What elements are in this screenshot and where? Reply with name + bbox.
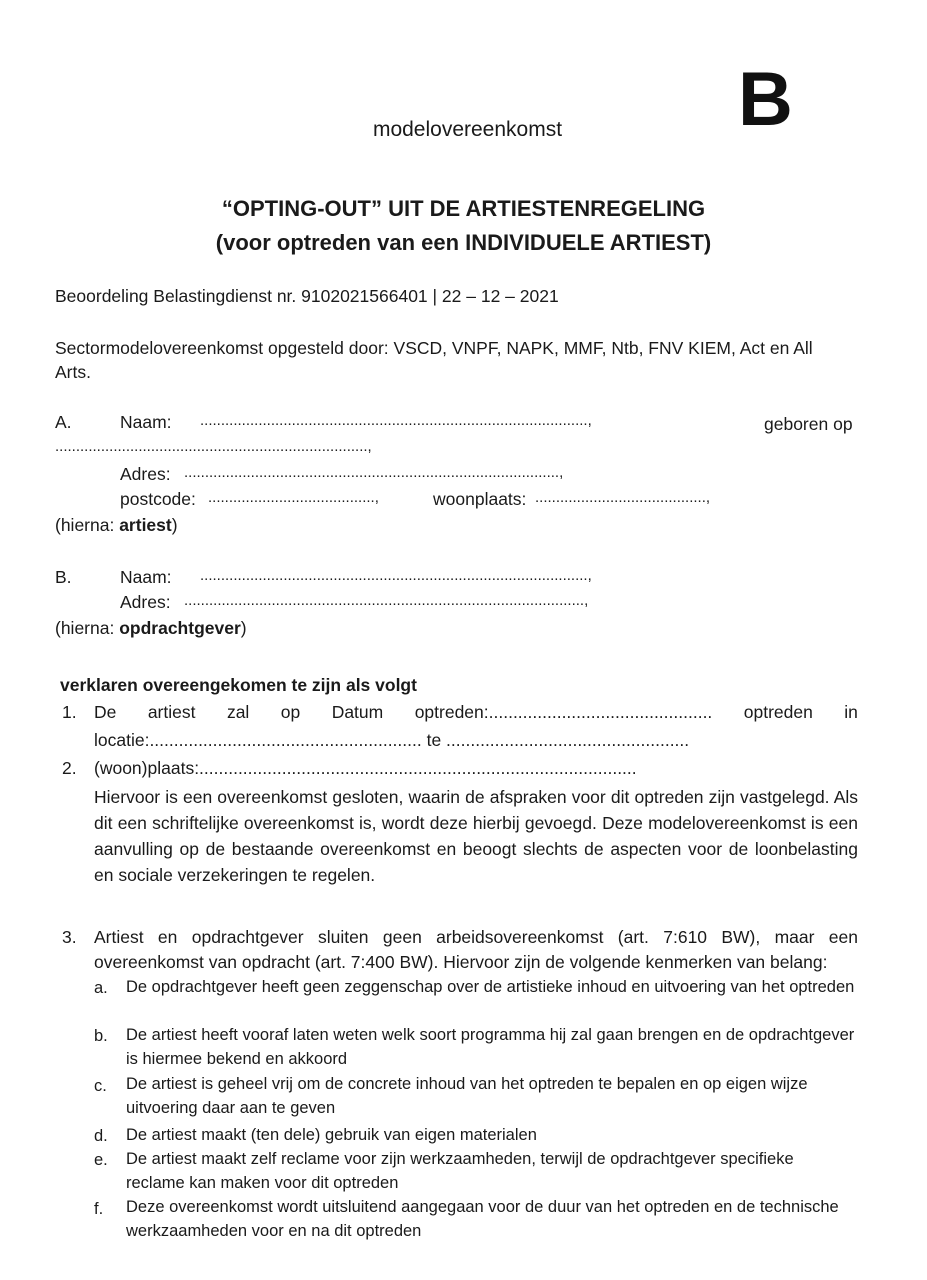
item-1-date-field[interactable]: optreden:.............................................. bbox=[414, 702, 713, 722]
party-a-marker: A. bbox=[55, 412, 72, 432]
party-b-adres-label: Adres: bbox=[120, 592, 171, 612]
party-a-geboren-field[interactable]: ..........................................................................., bbox=[55, 438, 372, 455]
party-a-geboren-label: geboren op bbox=[764, 414, 853, 434]
item-1-word: De bbox=[94, 702, 117, 722]
party-a-hierna bbox=[55, 515, 178, 537]
hierna-prefix: (hierna: bbox=[55, 618, 120, 638]
party-a-adres-label: Adres: bbox=[120, 464, 171, 484]
party-a-naam-label: Naam: bbox=[120, 412, 172, 432]
subitem-d-text: De artiest maakt (ten dele) gebruik van eigen materialen bbox=[126, 1126, 537, 1144]
subitem-c-text: De artiest is geheel vrij om de concrete inhoud van het optreden te bepalen en op eigen wijze uitvoering daar aan te geven bbox=[126, 1075, 808, 1117]
subitem-b-text: De artiest heeft vooraf laten weten welk soort programma hij zal gaan brengen en de opdrachtgever is hiermee bekend en akkoord bbox=[126, 1026, 855, 1068]
party-a-naam-field[interactable]: ............................................................................................., bbox=[200, 412, 592, 429]
party-b-naam-label: Naam: bbox=[120, 567, 172, 587]
subitem-a-text: De opdrachtgever heeft geen zeggenschap over de artistieke inhoud en uitvoering van het optreden bbox=[126, 978, 855, 996]
item-1-word: optreden bbox=[743, 702, 813, 722]
hierna-prefix: (hierna: bbox=[55, 515, 120, 535]
assessment-number: Beoordeling Belastingdienst nr. 9102021566401 | 22 – 12 – 2021 bbox=[55, 286, 559, 306]
sector-line-1: Sectormodelovereenkomst opgesteld door: VSCD, VNPF, NAPK, MMF, Ntb, FNV KIEM, Act en All bbox=[55, 338, 813, 358]
document-title-line-1: “OPTING-OUT” UIT DE ARTIESTENREGELING bbox=[221, 196, 706, 221]
party-a-woonplaats-label: woonplaats: bbox=[433, 489, 527, 509]
item-1-word: artiest bbox=[147, 702, 196, 722]
hierna-suffix: ) bbox=[240, 618, 247, 638]
party-a-postcode-label: postcode: bbox=[120, 489, 196, 509]
hierna-role: artiest bbox=[119, 515, 172, 535]
party-b-marker: B. bbox=[55, 567, 72, 587]
subitem-d-letter: d. bbox=[94, 1127, 108, 1145]
subitem-f-letter: f. bbox=[94, 1200, 104, 1218]
item-2-place-field[interactable]: (woon)plaats:.......................................................................................... bbox=[94, 758, 637, 778]
document-subtitle: modelovereenkomst bbox=[372, 118, 563, 141]
item-2-paragraph: Hiervoor is een overeenkomst gesloten, waarin de afspraken voor dit optreden zijn vastgelegd. Als dit een schriftelijke overeenkomst is, wordt deze hierbij gevoegd. Deze modelovereenkomst is een aanvulling op de bestaande overeenkomst en beoogt slechts de aspecten voor de loonbelasting en sociale verzekeringen te regelen. bbox=[94, 787, 858, 885]
item-3-paragraph: Artiest en opdrachtgever sluiten geen arbeidsovereenkomst (art. 7:610 BW), maar een overeenkomst van opdracht (art. 7:400 BW). Hiervoor zijn de volgende kenmerken van belang: bbox=[94, 927, 858, 972]
subitem-a-letter: a. bbox=[94, 979, 108, 997]
party-b-adres-field[interactable]: ................................................................................................, bbox=[184, 592, 589, 609]
item-1-word: Datum bbox=[331, 702, 384, 722]
item-3-number: 3. bbox=[62, 927, 77, 947]
party-a-adres-field[interactable]: .........................................................................................., bbox=[184, 464, 564, 481]
party-a-woonplaats-field[interactable]: ........................................., bbox=[535, 489, 711, 506]
item-1-word: op bbox=[280, 702, 301, 722]
party-b-hierna bbox=[55, 618, 247, 640]
item-2-number: 2. bbox=[62, 758, 77, 778]
subitem-c-letter: c. bbox=[94, 1077, 107, 1095]
item-1-number: 1. bbox=[62, 702, 77, 722]
item-1-word: in bbox=[844, 702, 858, 722]
hierna-suffix: ) bbox=[171, 515, 178, 535]
item-1-line-1 bbox=[94, 702, 858, 723]
subitem-e-text: De artiest maakt zelf reclame voor zijn werkzaamheden, terwijl de opdrachtgever specifieke reclame kan maken voor dit optreden bbox=[126, 1150, 794, 1192]
subitem-f-text: Deze overeenkomst wordt uitsluitend aangegaan voor de duur van het optreden en de technische werkzaamheden voor en na dit optreden bbox=[126, 1198, 839, 1240]
subitem-e-letter: e. bbox=[94, 1151, 108, 1169]
corner-letter: B bbox=[738, 57, 793, 142]
item-1-word: zal bbox=[226, 702, 250, 722]
item-1-location-field[interactable]: locatie:........................................................ te .................................................. bbox=[94, 730, 690, 750]
party-b-naam-field[interactable]: ............................................................................................., bbox=[200, 567, 592, 584]
subitem-b-letter: b. bbox=[94, 1027, 108, 1045]
sector-line-2: Arts. bbox=[55, 362, 91, 382]
document-title-line-2: (voor optreden van een INDIVIDUELE ARTIEST) bbox=[215, 230, 712, 255]
declare-heading: verklaren overeengekomen te zijn als volgt bbox=[60, 675, 417, 695]
party-a-postcode-field[interactable]: ........................................, bbox=[208, 489, 379, 506]
hierna-role: opdrachtgever bbox=[119, 618, 241, 638]
